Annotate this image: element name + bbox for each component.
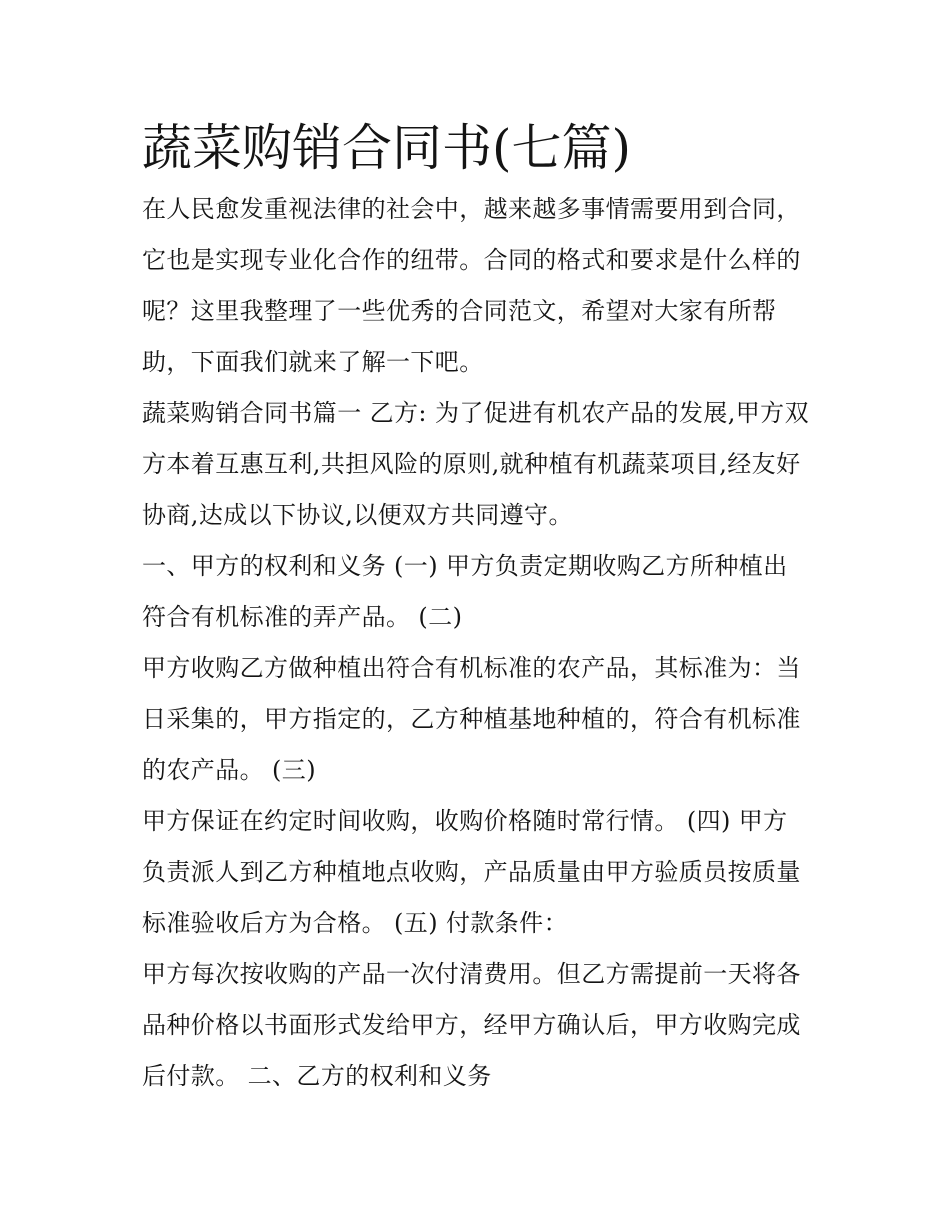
text-line: 协商,达成以下协议,以便双方共同遵守。 — [142, 501, 573, 529]
text-line: 标准验收后方为合格。 (五) 付款条件： — [142, 909, 568, 937]
text-line: 的农产品。 (三) — [142, 756, 316, 784]
text-line: 甲方每次按收购的产品一次付清费用。但乙方需提前一天将各 — [142, 960, 801, 988]
text-line: 甲方收购乙方做种植出符合有机标准的农产品，其标准为：当 — [142, 654, 801, 682]
paragraph-payment-terms — [142, 949, 814, 1102]
paragraph-intro — [142, 184, 814, 388]
text-line: 日采集的，甲方指定的，乙方种植基地种植的，符合有机标准 — [142, 705, 801, 733]
text-line: 后付款。 二、乙方的权利和义务 — [142, 1062, 492, 1090]
paragraph-contract-one-preamble — [142, 388, 814, 541]
text-line: 在人民愈发重视法律的社会中，越来越多事情需要用到合同， — [142, 195, 801, 223]
text-line: 助，下面我们就来了解一下吧。 — [142, 348, 484, 376]
text-line: 一、甲方的权利和义务 (一) 甲方负责定期收购乙方所种植出 — [142, 552, 788, 580]
document-body — [142, 112, 814, 1102]
text-line: 蔬菜购销合同书篇一 乙方: 为了促进有机农产品的发展,甲方双 — [142, 399, 809, 427]
paragraph-purchase-timing — [142, 796, 814, 949]
text-line: 负责派人到乙方种植地点收购，产品质量由甲方验质员按质量 — [142, 858, 801, 886]
text-line: 甲方保证在约定时间收购，收购价格随时常行情。 (四) 甲方 — [142, 807, 788, 835]
paragraph-purchase-standard — [142, 643, 814, 796]
text-line: 符合有机标准的弄产品。 (二) — [142, 603, 463, 631]
document-title: 蔬菜购销合同书(七篇) — [142, 119, 632, 177]
text-line: 它也是实现专业化合作的纽带。合同的格式和要求是什么样的 — [142, 246, 801, 274]
paragraph-party-a-rights-heading — [142, 541, 814, 643]
text-line: 呢？这里我整理了一些优秀的合同范文，希望对大家有所帮 — [142, 297, 777, 325]
text-line: 品种价格以书面形式发给甲方，经甲方确认后，甲方收购完成 — [142, 1011, 801, 1039]
text-line: 方本着互惠互利,共担风险的原则,就种植有机蔬菜项目,经友好 — [142, 450, 801, 478]
